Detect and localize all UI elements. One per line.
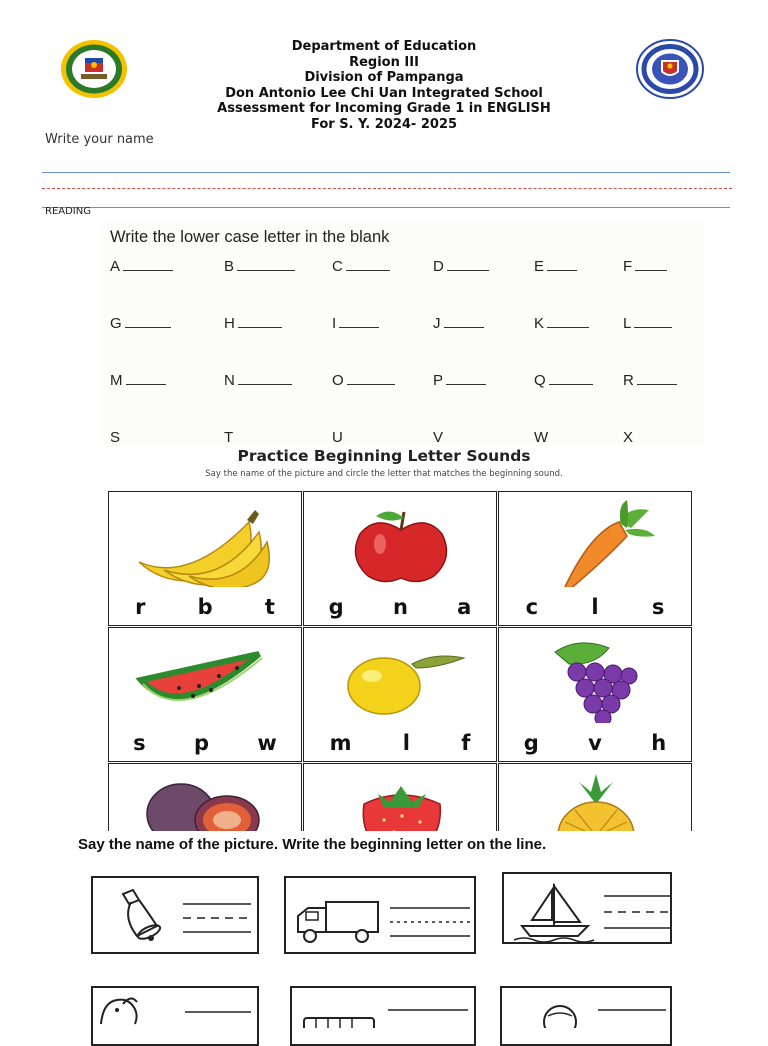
letter-choice[interactable]: g: [523, 731, 539, 755]
letter-choices: [109, 731, 301, 755]
picture-cell-carrot: [498, 491, 692, 626]
answer-blank[interactable]: [446, 383, 486, 385]
uppercase-letter: R: [623, 372, 634, 389]
name-writing-line-bottom[interactable]: [42, 207, 730, 208]
apple-icon: [304, 492, 498, 587]
letter-choice[interactable]: h: [651, 731, 667, 755]
write-box-bell: [91, 876, 259, 954]
picture-cell-grapes: [498, 627, 692, 762]
uppercase-letter: I: [332, 315, 337, 332]
uppercase-letter: U: [332, 429, 343, 444]
uppercase-letter: M: [110, 372, 123, 389]
uppercase-letter: W: [534, 429, 549, 444]
lemon-icon: [304, 628, 498, 723]
picture-cell-fig: [108, 763, 302, 831]
answer-blank[interactable]: [444, 326, 484, 328]
uppercase-letter: G: [110, 315, 122, 332]
name-writing-line-top[interactable]: [42, 172, 730, 173]
fig-icon: [109, 764, 303, 831]
answer-blank[interactable]: [126, 383, 166, 385]
strawberry-icon: [304, 764, 498, 831]
truck-icon: [286, 878, 476, 954]
header-line: For S. Y. 2024- 2025: [310, 116, 458, 132]
answer-blank[interactable]: [634, 326, 672, 328]
alphabet-item: [224, 315, 282, 332]
letter-choice[interactable]: l: [591, 595, 599, 619]
uppercase-letter: O: [332, 372, 344, 389]
alphabet-item: [534, 372, 593, 389]
alphabet-item: [224, 372, 292, 389]
header-line: Region III: [349, 54, 419, 70]
answer-blank[interactable]: [339, 326, 379, 328]
answer-blank[interactable]: [547, 269, 577, 271]
uppercase-letter: E: [534, 258, 545, 275]
section-label: READING: [45, 206, 91, 217]
write-box-dog: [91, 986, 259, 1046]
uppercase-letter: S: [110, 429, 121, 444]
alphabet-item: [332, 429, 343, 444]
letter-choice[interactable]: p: [194, 731, 210, 755]
uppercase-letter: P: [433, 372, 444, 389]
alphabet-item: [623, 429, 633, 444]
header-line: Assessment for Incoming Grade 1 in ENGLISH: [217, 101, 551, 116]
letter-choice[interactable]: m: [329, 731, 352, 755]
letter-choice[interactable]: r: [135, 595, 146, 619]
uppercase-letter: J: [433, 315, 441, 332]
answer-blank[interactable]: [635, 269, 667, 271]
uppercase-letter: T: [224, 429, 234, 444]
letter-choice[interactable]: l: [402, 731, 410, 755]
uppercase-letter: N: [224, 372, 235, 389]
uppercase-letter: B: [224, 258, 235, 275]
answer-blank[interactable]: [637, 383, 677, 385]
alphabet-item: [224, 429, 233, 444]
document-header: [150, 39, 618, 132]
uppercase-letter: H: [224, 315, 235, 332]
letter-choice[interactable]: w: [257, 731, 277, 755]
deped-seal-right-icon: [635, 38, 705, 100]
letter-choices: [499, 731, 691, 755]
alphabet-item: [224, 258, 295, 275]
picture-cell-pineapple: [498, 763, 692, 831]
write-box-truck: [284, 876, 476, 954]
header-line: Division of Pampanga: [304, 70, 464, 85]
alphabet-item: [623, 258, 667, 275]
answer-blank[interactable]: [238, 326, 282, 328]
write-box-ball: [500, 986, 672, 1046]
picture-cell-apple: [303, 491, 497, 626]
answer-blank[interactable]: [237, 269, 295, 271]
answer-blank[interactable]: [447, 269, 489, 271]
deped-seal-left-icon: [59, 38, 129, 100]
answer-blank[interactable]: [549, 383, 593, 385]
letter-choice[interactable]: c: [525, 595, 539, 619]
watermelon-icon: [109, 628, 303, 723]
answer-blank[interactable]: [123, 269, 173, 271]
write-box-bus: [290, 986, 476, 1046]
uppercase-letter: A: [110, 258, 121, 275]
letter-choices: [109, 595, 301, 619]
sailboat-icon: [504, 874, 672, 944]
letter-choice[interactable]: t: [264, 595, 275, 619]
letter-choice[interactable]: f: [461, 731, 471, 755]
uppercase-letter: C: [332, 258, 343, 275]
letter-choice[interactable]: b: [197, 595, 213, 619]
alphabet-item: [110, 429, 120, 444]
alphabet-item: [332, 258, 390, 275]
picture-cell-strawberry: [303, 763, 497, 831]
alphabet-item: [433, 372, 486, 389]
answer-blank[interactable]: [125, 326, 171, 328]
bus-icon: [292, 988, 476, 1028]
bell-icon: [93, 878, 259, 954]
uppercase-letter: F: [623, 258, 633, 275]
alphabet-item: [623, 372, 677, 389]
banana-icon: [109, 492, 303, 587]
alphabet-item: [332, 372, 395, 389]
letter-choices: [499, 595, 691, 619]
lowercase-exercise: [102, 222, 704, 444]
letter-choice[interactable]: g: [328, 595, 344, 619]
letter-choice[interactable]: n: [392, 595, 408, 619]
write-box-sailboat: [502, 872, 672, 944]
alphabet-item: [534, 429, 548, 444]
dog-icon: [93, 988, 259, 1028]
letter-choice[interactable]: a: [457, 595, 472, 619]
answer-blank[interactable]: [347, 383, 395, 385]
carrot-icon: [499, 492, 693, 587]
name-label: Write your name: [45, 132, 154, 147]
beginning-sounds-grid: [108, 491, 693, 831]
alphabet-item: [433, 258, 489, 275]
alphabet-item: [110, 315, 171, 332]
picture-cell-lemon: [303, 627, 497, 762]
answer-blank[interactable]: [346, 269, 390, 271]
alphabet-item: [623, 315, 672, 332]
name-writing-line-mid[interactable]: [42, 188, 732, 189]
beginning-sounds-title: Practice Beginning Letter Sounds: [237, 447, 531, 465]
alphabet-item: [433, 429, 443, 444]
uppercase-letter: V: [433, 429, 444, 444]
write-letter-title: Say the name of the picture. Write the beginning letter on the line.: [78, 836, 547, 853]
letter-choices: [304, 731, 496, 755]
pineapple-icon: [499, 764, 693, 831]
letter-choice[interactable]: s: [651, 595, 665, 619]
alphabet-item: [332, 315, 379, 332]
uppercase-letter: D: [433, 258, 444, 275]
alphabet-item: [433, 315, 484, 332]
grapes-icon: [499, 628, 693, 723]
alphabet-item: [534, 258, 577, 275]
letter-choice[interactable]: s: [133, 731, 146, 755]
header-line: Department of Education: [291, 39, 477, 54]
header-line: Don Antonio Lee Chi Uan Integrated School: [225, 85, 543, 101]
letter-choice[interactable]: v: [588, 731, 602, 755]
uppercase-letter: L: [623, 315, 632, 332]
alphabet-item: [534, 315, 589, 332]
picture-cell-banana: [108, 491, 302, 626]
uppercase-letter: X: [623, 429, 634, 444]
beginning-sounds-subtitle: Say the name of the picture and circle the letter that matches the beginning sound.: [205, 469, 563, 479]
alphabet-item: [110, 258, 173, 275]
alphabet-item: [110, 372, 166, 389]
picture-cell-watermelon: [108, 627, 302, 762]
answer-blank[interactable]: [238, 383, 292, 385]
answer-blank[interactable]: [547, 326, 589, 328]
ball-icon: [502, 988, 672, 1028]
uppercase-letter: K: [534, 315, 545, 332]
uppercase-letter: Q: [534, 372, 546, 389]
letter-choices: [304, 595, 496, 619]
lowercase-title: Write the lower case letter in the blank: [110, 228, 390, 246]
